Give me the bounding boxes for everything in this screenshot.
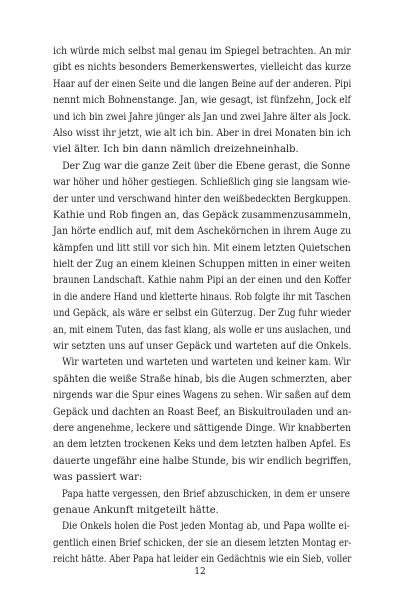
- text-line: nennt mich Bohnenstange. Jan, wie gesagt, ist fünfzehn, Jock elf: [53, 95, 351, 107]
- text-line: Haar auf der einen Seite und die langen Beine auf der anderen. Pipi: [53, 78, 352, 90]
- text-line: Papa hatte vergessen, den Brief abzuschicken, in dem er unsere: [61, 488, 350, 500]
- text-line: wir setzten uns auf unser Gepäck und warteten auf die Onkels.: [53, 341, 352, 353]
- body-text: [53, 44, 351, 569]
- text-line: kämpfen und litt still vor sich hin. Mit einem letzten Quietschen: [53, 242, 351, 254]
- text-line: an dem letzten trockenen Keks und dem letzten halben Apfel. Es: [53, 439, 351, 451]
- page-number: 12: [194, 567, 206, 577]
- paragraph: [53, 159, 351, 356]
- text-line: ich würde mich selbst mal genau im Spiegel betrachten. An mir: [53, 46, 351, 57]
- text-line: Gepäck und dachten an Roast Beef, an Biskuitrouladen und an-: [53, 406, 352, 418]
- paragraph: [53, 519, 351, 568]
- text-line: reicht hätte. Aber Papa hat leider ein Gedächtnis wie ein Sieb, voller: [53, 554, 352, 566]
- text-line: was passiert war:: [53, 472, 143, 484]
- text-line: gibt es nichts besonders Bemerkenswertes, vielleicht das kurze: [53, 62, 352, 74]
- text-line: Der Zug war die ganze Zeit über die Ebene gerast, die Sonne: [62, 160, 351, 172]
- text-line: und Gepäck, als wäre er selbst ein Güterzug. Der Zug fuhr wieder: [53, 308, 352, 320]
- text-line: Kathie und Rob fingen an, das Gepäck zusammenzusammeln,: [53, 209, 351, 221]
- text-line: nirgends war die Spur eines Wagens zu sehen. Wir saßen auf dem: [53, 390, 351, 402]
- paragraph: [53, 44, 351, 159]
- text-line: gentlich einen Brief schicken, der sie an diesem letzten Montag er-: [53, 537, 352, 549]
- text-line: Wir warteten und warteten und warteten und keiner kam. Wir: [62, 357, 351, 369]
- text-line: viel älter. Ich bin dann nämlich dreizehneinhalb.: [53, 144, 299, 156]
- text-line: Jan hörte endlich auf, mit dem Aschekörnchen in ihrem Auge zu: [53, 226, 352, 238]
- text-line: war höher und höher gestiegen. Schließlich ging sie langsam wie-: [53, 177, 351, 189]
- text-line: hielt der Zug an einem kleinen Schuppen mitten in einer weiten: [53, 259, 351, 271]
- text-line: der unter und verschwand hinter den weißbedeckten Bergkuppen.: [53, 193, 352, 205]
- paragraph: [53, 487, 351, 520]
- text-line: spähten die weiße Straße hinab, bis die Augen schmerzten, aber: [53, 373, 352, 385]
- text-line: Die Onkels holen die Post jeden Montag ab, und Papa wollte ei-: [61, 521, 350, 533]
- text-line: und ich bin zwei Jahre jünger als Jan und zwei Jahre älter als Jock.: [53, 111, 352, 123]
- text-line: genaue Ankunft mitgeteilt hätte.: [53, 504, 219, 516]
- text-line: dauerte ungefähr eine halbe Stunde, bis wir endlich begriffen,: [53, 455, 352, 467]
- paragraph: [53, 355, 351, 486]
- text-line: braunen Landschaft. Kathie nahm Pipi an der einen und den Koffer: [53, 275, 351, 287]
- text-line: in die andere Hand und kletterte hinaus. Rob folgte ihr mit Taschen: [53, 291, 351, 303]
- text-line: dere angenehme, leckere und sättigende Dinge. Wir knabberten: [53, 422, 352, 434]
- text-line: Also wisst ihr jetzt, wie alt ich bin. Aber in drei Monaten bin ich: [53, 127, 351, 139]
- text-line: an, mit einem Tuten, das fast klang, als wolle er uns auslachen, und: [53, 324, 352, 336]
